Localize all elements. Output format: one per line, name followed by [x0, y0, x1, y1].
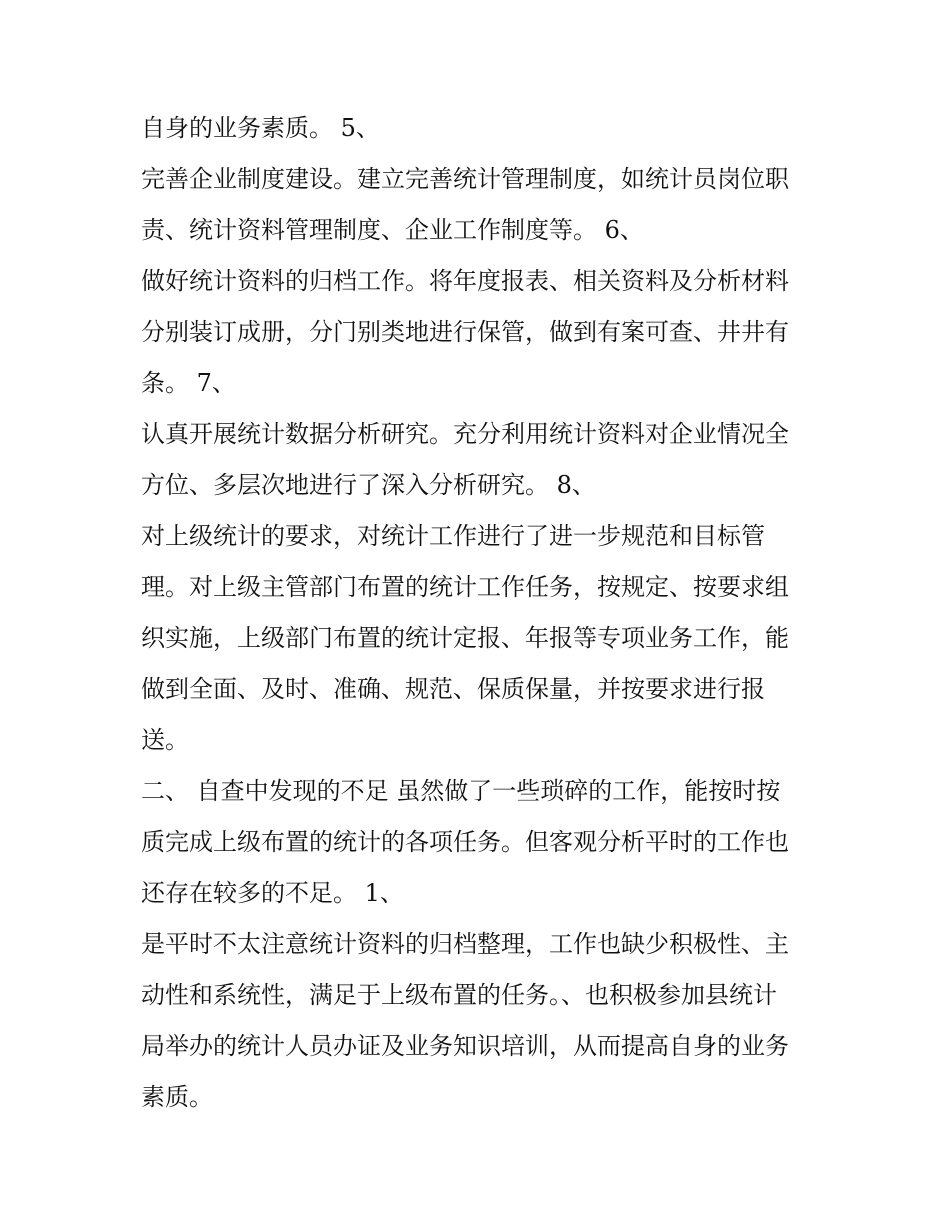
- body-text: [141, 103, 831, 1123]
- text-line: 局举办的统计人员办证及业务知识培训，从而提高自身的业务: [141, 1032, 789, 1060]
- text-line: 完善企业制度建设。建立完善统计管理制度，如统计员岗位职: [141, 165, 789, 193]
- text-line: 质完成上级布置的统计的各项任务。但客观分析平时的工作也: [141, 828, 789, 856]
- text-line: 责、统计资料管理制度、企业工作制度等。 6、: [141, 216, 644, 244]
- text-line: 二、 自查中发现的不足 虽然做了一些琐碎的工作，能按时按: [141, 777, 781, 805]
- text-line: 动性和系统性，满足于上级布置的任务。、也积极参加县统计: [141, 981, 777, 1009]
- text-line: 对上级统计的要求，对统计工作进行了进一步规范和目标管: [141, 522, 765, 550]
- text-line: 做好统计资料的归档工作。将年度报表、相关资料及分析材料: [141, 267, 789, 295]
- text-line: 是平时不太注意统计资料的归档整理，工作也缺少积极性、主: [141, 930, 789, 958]
- text-line: 做到全面、及时、准确、规范、保质保量，并按要求进行报: [141, 675, 765, 703]
- text-line: 条。 7、: [141, 369, 236, 397]
- text-line: 自身的业务素质。 5、: [141, 114, 380, 142]
- text-line: 素质。: [141, 1083, 213, 1111]
- text-line: 分别装订成册，分门别类地进行保管，做到有案可查、井井有: [141, 318, 789, 346]
- text-line: 方位、多层次地进行了深入分析研究。 8、: [141, 471, 596, 499]
- text-line: 织实施，上级部门布置的统计定报、年报等专项业务工作，能: [141, 624, 789, 652]
- text-line: 还存在较多的不足。 1、: [141, 879, 404, 907]
- text-line: 理。对上级主管部门布置的统计工作任务，按规定、按要求组: [141, 573, 789, 601]
- text-line: 认真开展统计数据分析研究。充分利用统计资料对企业情况全: [141, 420, 789, 448]
- text-line: 送。: [141, 726, 189, 754]
